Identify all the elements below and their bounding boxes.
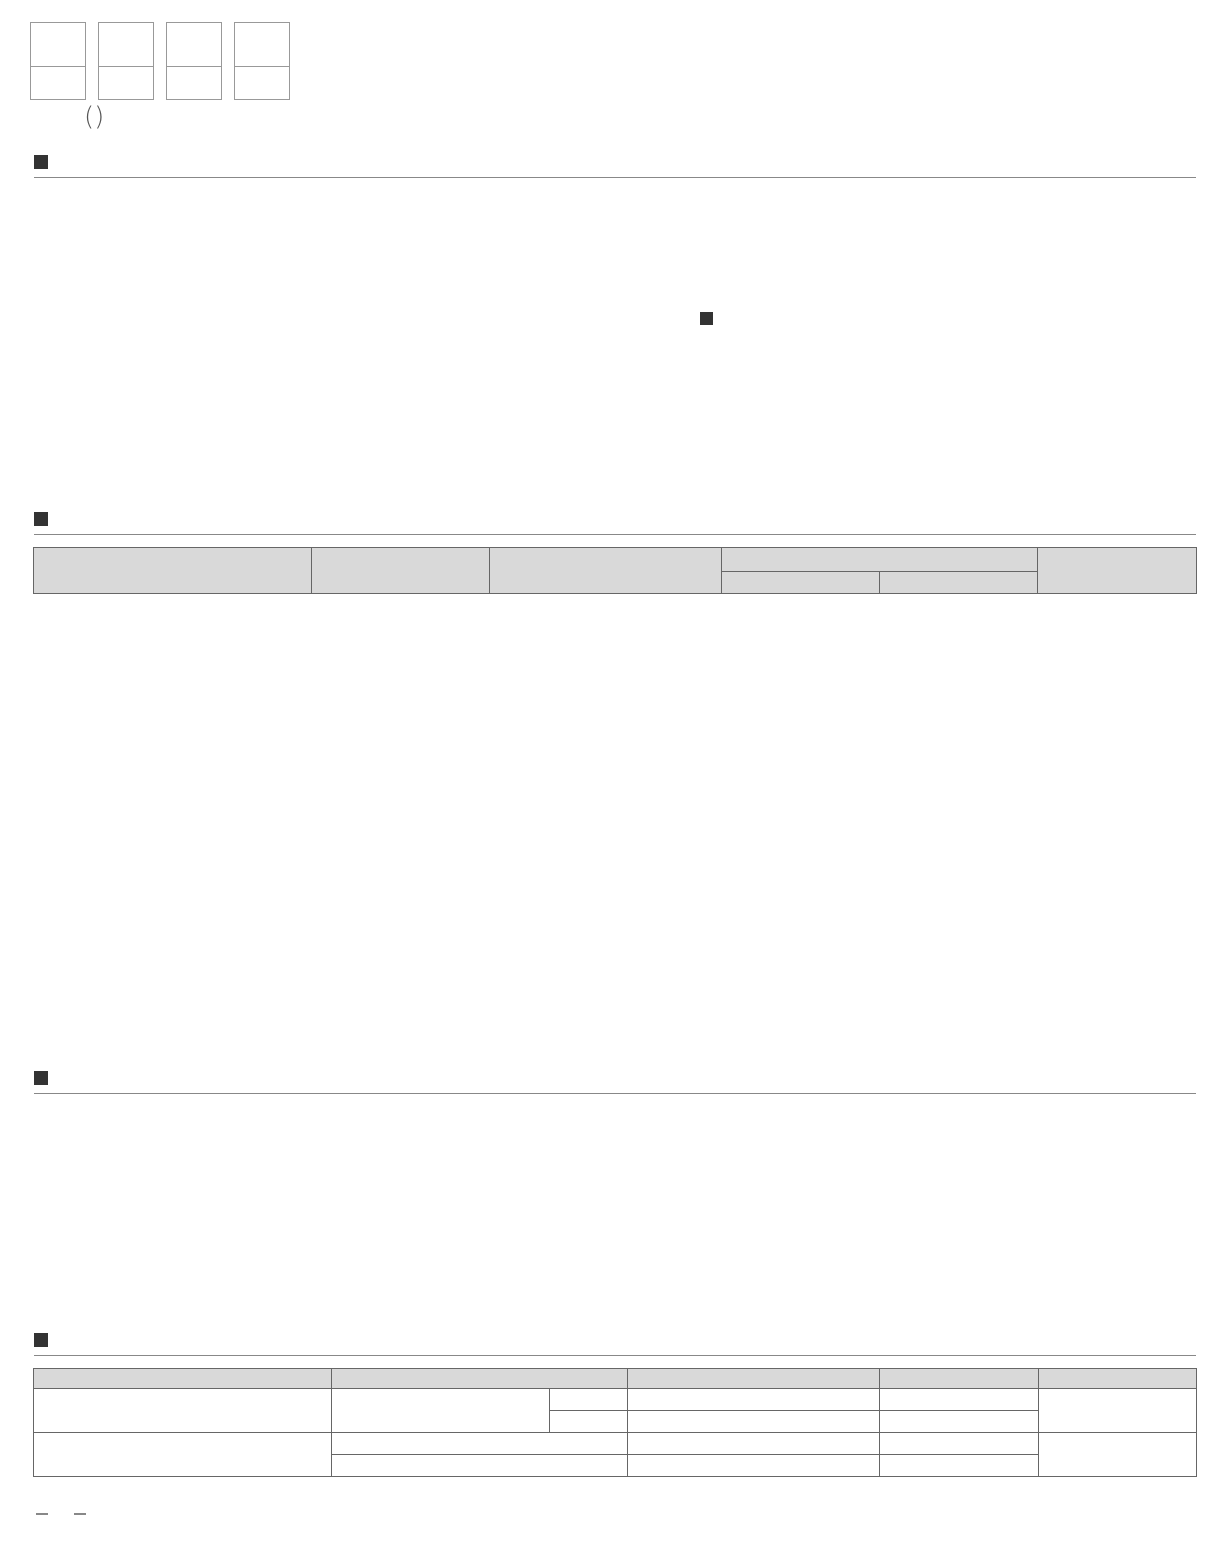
square-bullet-icon <box>700 312 713 325</box>
rail-code <box>628 1411 880 1433</box>
square-bullet-icon <box>34 155 48 169</box>
cap-code <box>628 1433 880 1455</box>
section-title-post <box>34 1068 1196 1094</box>
header-price <box>880 1369 1039 1389</box>
header-name <box>34 548 312 594</box>
rail-price-table <box>33 1368 1197 1477</box>
badge-body <box>31 67 85 99</box>
cap-colors <box>1039 1433 1197 1477</box>
badge-shipping <box>30 22 86 100</box>
paren-open: ( <box>84 102 95 132</box>
rail-name <box>34 1389 332 1433</box>
header-deco <box>880 572 1038 594</box>
rail-pack <box>550 1389 628 1411</box>
post-price-table <box>33 1106 1196 1152</box>
example-summary <box>700 306 1180 333</box>
rail-price <box>880 1389 1039 1411</box>
paren-close: ) <box>94 102 105 132</box>
badge-note <box>84 104 104 130</box>
section-title-panel <box>34 509 1196 535</box>
header-spec <box>332 1369 628 1389</box>
header-price <box>722 548 1038 572</box>
rail-colors <box>1039 1389 1197 1433</box>
badge-remarks <box>234 22 290 100</box>
spec-badges <box>30 22 290 100</box>
cap-pack <box>332 1433 628 1455</box>
section-title-example <box>34 152 1196 178</box>
fence-drawing <box>34 210 754 510</box>
rail-spec <box>332 1389 550 1433</box>
material-tag <box>36 1513 48 1515</box>
cap-name <box>34 1433 332 1477</box>
badge-title <box>235 23 289 67</box>
badge-delivery-fee <box>98 22 154 100</box>
header-code <box>490 548 722 594</box>
cap-pack <box>332 1455 628 1477</box>
header-name <box>34 1369 332 1389</box>
header-color <box>1038 548 1197 594</box>
square-bullet-icon <box>34 1333 48 1347</box>
cap-code <box>628 1455 880 1477</box>
badge-title <box>167 23 221 67</box>
rail-price <box>880 1411 1039 1433</box>
remarks-tag <box>74 1513 86 1515</box>
badge-title <box>99 23 153 67</box>
header-basic <box>722 572 880 594</box>
badge-body <box>99 67 153 99</box>
section-title-rail <box>34 1330 1196 1356</box>
badge-material <box>166 22 222 100</box>
square-bullet-icon <box>34 1071 48 1085</box>
summary-heading <box>700 308 1180 330</box>
table-row <box>34 1433 1197 1455</box>
badge-body <box>167 67 221 99</box>
header-color <box>1039 1369 1197 1389</box>
panel-price-table <box>33 547 1197 594</box>
rail-code <box>628 1389 880 1411</box>
badge-title <box>31 23 85 67</box>
square-bullet-icon <box>34 512 48 526</box>
table-row <box>34 1389 1197 1411</box>
header-spec <box>312 548 490 594</box>
cap-price <box>880 1455 1039 1477</box>
header-code <box>628 1369 880 1389</box>
cap-price <box>880 1433 1039 1455</box>
badge-body <box>235 67 289 99</box>
rail-pack <box>550 1411 628 1433</box>
footer <box>36 1513 94 1515</box>
